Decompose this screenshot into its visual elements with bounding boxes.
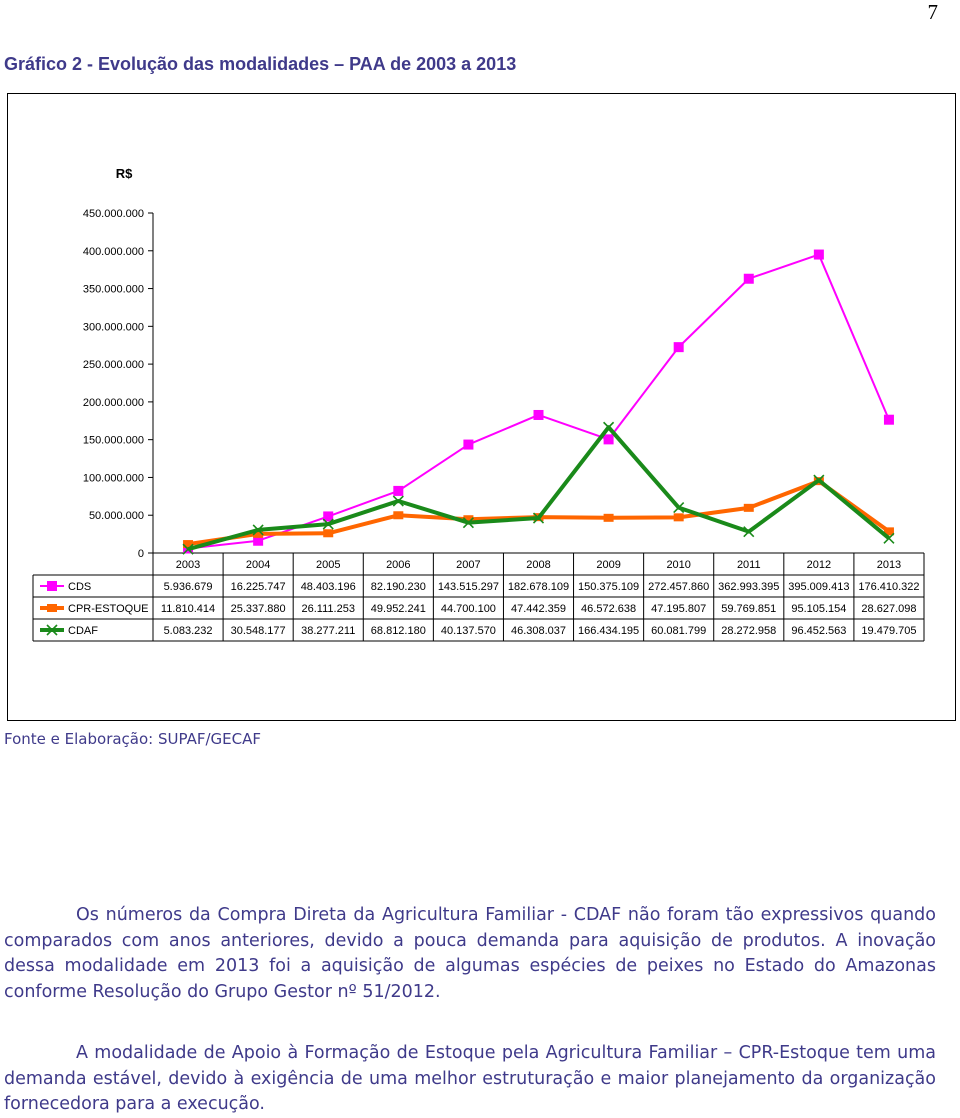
data-label: 60.081.799 (651, 625, 707, 637)
data-label: 5.083.232 (163, 625, 213, 637)
data-point-cds (604, 434, 614, 444)
y-axis-title: R$ (115, 166, 133, 181)
data-label: 59.769.851 (721, 603, 777, 615)
x-tick-label: 2012 (806, 559, 832, 571)
data-point-cdaf (604, 422, 614, 432)
body-paragraph-1: Os números da Compra Direta da Agricultura Familiar - CDAF não foram tão expressivos quando comparados com anos anteriores, devido a pouca demanda para aquisição de produtos. A inovação dessa modalidade em 2013 foi a aquisição de algumas espécies de peixes no Estado do Amazonas conforme Resolução do Grupo Gestor nº 51/2012. (4, 905, 936, 1002)
x-tick-label: 2004 (245, 559, 271, 571)
data-label: 46.572.638 (581, 603, 637, 615)
x-tick-label: 2011 (736, 559, 761, 571)
y-tick-label: 300.000.000 (82, 321, 144, 334)
data-label: 182.678.109 (507, 581, 570, 593)
figure-title: Gráfico 2 - Evolução das modalidades – PAA de 2003 a 2013 (4, 54, 517, 74)
data-label: 166.434.195 (578, 625, 640, 637)
data-label: 143.515.297 (437, 581, 499, 593)
line-chart (8, 94, 957, 722)
data-label: 38.277.211 (301, 625, 356, 637)
y-tick-label: 0 (137, 548, 144, 560)
y-tick-label: 150.000.000 (82, 434, 144, 447)
y-tick-label: 50.000.000 (88, 510, 144, 523)
y-tick-label: 450.000.000 (82, 208, 144, 220)
data-label: 40.137.570 (440, 625, 496, 637)
legend-marker-cds (47, 581, 57, 591)
data-label: 11.810.414 (160, 603, 216, 615)
legend-label-cds: CDS (68, 581, 92, 593)
page-number: 7 (927, 0, 938, 24)
x-tick-label: 2006 (386, 559, 411, 571)
data-label: 19.479.705 (861, 625, 917, 637)
x-tick-label: 2013 (876, 559, 902, 571)
data-label: 16.225.747 (230, 581, 286, 593)
legend-label-cdaf: CDAF (68, 625, 98, 637)
series-line-cpr-estoque (188, 481, 889, 544)
y-tick-label: 400.000.000 (82, 245, 144, 258)
data-point-cpr-estoque (323, 529, 333, 537)
legend-marker-cpr-estoque (47, 604, 57, 612)
data-label: 47.195.807 (651, 603, 707, 615)
data-point-cpr-estoque (393, 511, 403, 519)
data-label: 25.337.880 (230, 603, 286, 615)
x-tick-label: 2003 (175, 559, 201, 571)
data-label: 28.627.098 (861, 603, 917, 615)
y-tick-label: 250.000.000 (82, 359, 144, 372)
data-label: 82.190.230 (370, 581, 426, 593)
data-point-cpr-estoque (604, 514, 614, 522)
data-label: 49.952.241 (370, 603, 426, 615)
data-label: 46.308.037 (510, 625, 567, 637)
x-tick-label: 2008 (526, 559, 551, 571)
series-line-cdaf (188, 427, 889, 549)
data-point-cds (884, 415, 894, 425)
data-label: 30.548.177 (230, 625, 286, 637)
data-label: 150.375.109 (578, 581, 640, 593)
data-label: 395.009.413 (788, 581, 850, 593)
data-label: 44.700.100 (440, 603, 496, 615)
x-tick-label: 2010 (666, 559, 691, 571)
y-tick-label: 350.000.000 (82, 283, 144, 296)
data-label: 96.452.563 (791, 625, 847, 637)
data-point-cds (393, 486, 403, 496)
data-point-cpr-estoque (674, 513, 684, 521)
body-paragraph-2: A modalidade de Apoio à Formação de Estoque pela Agricultura Familiar – CPR-Estoque tem uma demanda estável, devido à exigência de uma melhor estruturação e maior planejamento da organização fornecedora para a execução. (4, 1043, 936, 1114)
y-tick-label: 100.000.000 (82, 472, 144, 485)
data-point-cds (534, 410, 544, 420)
data-label: 362.993.395 (718, 581, 780, 593)
figure-source: Fonte e Elaboração: SUPAF/GECAF (4, 730, 261, 748)
data-label: 5.936.679 (163, 581, 213, 593)
data-label: 28.272.958 (721, 625, 777, 637)
data-point-cpr-estoque (744, 504, 754, 512)
data-point-cds (814, 250, 824, 260)
data-label: 26.111.253 (301, 603, 355, 615)
x-tick-label: 2007 (456, 559, 481, 571)
x-tick-label: 2005 (315, 559, 341, 571)
data-point-cds (744, 274, 754, 284)
data-point-cds (463, 440, 473, 450)
data-label: 176.410.322 (858, 581, 920, 593)
data-point-cds (674, 342, 684, 352)
data-label: 95.105.154 (791, 603, 847, 615)
data-label: 272.457.860 (648, 581, 710, 593)
data-label: 48.403.196 (300, 581, 356, 593)
y-tick-label: 200.000.000 (82, 396, 144, 409)
data-label: 47.442.359 (510, 603, 567, 615)
x-tick-label: 2009 (596, 559, 621, 571)
data-label: 68.812.180 (370, 625, 426, 637)
legend-label-cpr-estoque: CPR-ESTOQUE (68, 603, 149, 615)
chart-frame (7, 93, 956, 721)
